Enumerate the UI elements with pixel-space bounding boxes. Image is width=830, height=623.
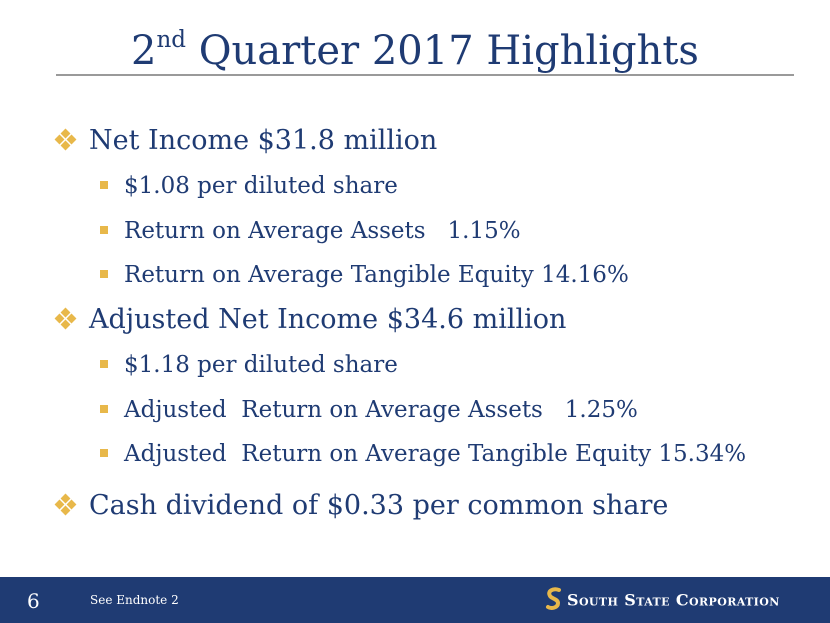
bullet-net-income: Net Income $31.8 million [55, 124, 437, 158]
sub-bullet: $1.18 per diluted share [100, 350, 398, 380]
page-number: 6 [27, 589, 40, 613]
diamond-bullet-icon [55, 308, 77, 330]
sub-bullet: Return on Average Tangible Equity 14.16% [100, 260, 629, 290]
slide-title [0, 14, 830, 77]
sub-bullet: Adjusted Return on Average Assets 1.25% [100, 395, 638, 425]
square-bullet-icon [100, 360, 108, 368]
title-divider [56, 74, 794, 76]
square-bullet-icon [100, 405, 108, 413]
sub-bullet: Adjusted Return on Average Tangible Equity 15.34% [100, 439, 746, 469]
bullet-adjusted-net-income: Adjusted Net Income $34.6 million [55, 303, 566, 337]
logo-wordmark: South State Corporation [567, 590, 780, 610]
endnote-reference: See Endnote 2 [90, 593, 179, 607]
logo-s-icon [545, 587, 563, 613]
footer-bar [0, 577, 830, 623]
square-bullet-icon [100, 449, 108, 457]
bullet-cash-dividend: Cash dividend of $0.33 per common share [55, 489, 668, 523]
diamond-bullet-icon [55, 129, 77, 151]
square-bullet-icon [100, 226, 108, 234]
title-superscript: nd [156, 27, 187, 53]
sub-bullet: Return on Average Assets 1.15% [100, 216, 521, 246]
diamond-bullet-icon [55, 494, 77, 516]
company-logo [545, 587, 780, 613]
square-bullet-icon [100, 181, 108, 189]
square-bullet-icon [100, 270, 108, 278]
title-prefix: 2 [131, 28, 157, 74]
title-rest: Quarter 2017 Highlights [186, 28, 699, 74]
sub-bullet: $1.08 per diluted share [100, 171, 398, 201]
